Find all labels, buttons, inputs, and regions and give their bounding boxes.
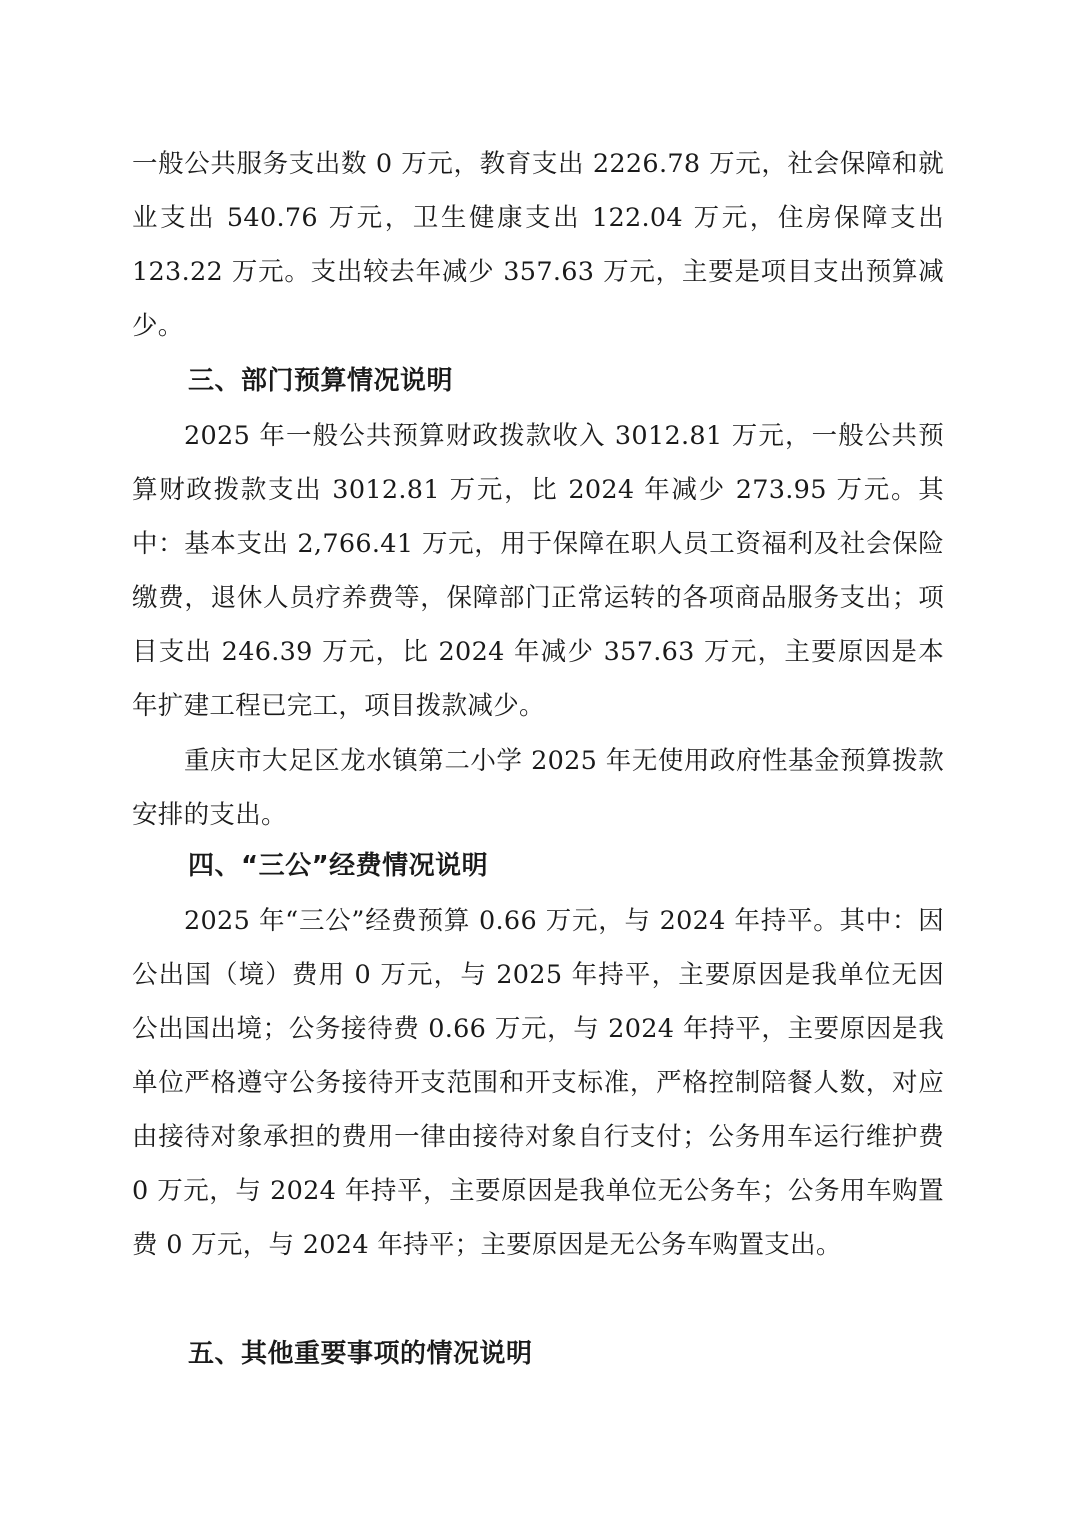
paragraph-government-fund: 重庆市大足区龙水镇第二小学 2025 年无使用政府性基金预算拨款安排的支出。 bbox=[132, 746, 944, 830]
paragraph-general-budget: 2025 年一般公共预算财政拨款收入 3012.81 万元，一般公共预算财政拨款支出 3012.81 万元，比 2024 年减少 273.95 万元。其中：基本支出 2,766.41 万元，用于保障在职人员工资福利及社会保险缴费，退休人员疗养费等，保障部门正常运转的各项商品服务支出；项目支出 246.39 万元，比 2024 年减少 357.63 万元，主要原因是本年扩建工程已完工，项目拨款减少。 bbox=[132, 421, 944, 721]
heading-other-matters: 五、其他重要事项的情况说明 bbox=[188, 1339, 533, 1369]
paragraph-three-public-expenses: 2025 年“三公”经费预算 0.66 万元，与 2024 年持平。其中：因公出国（境）费用 0 万元，与 2025 年持平，主要原因是我单位无因公出国出境；公务接待费 0.66 万元，与 2024 年持平，主要原因是我单位严格遵守公务接待开支范围和开支标准，严格控制陪餐人数，对应由接待对象承担的费用一律由接待对象自行支付；公务用车运行维护费 0 万元，与 2024 年持平，主要原因是我单位无公务车；公务用车购置费 0 万元，与 2024 年持平；主要原因是无公务车购置支出。 bbox=[132, 906, 944, 1260]
heading-department-budget: 三、部门预算情况说明 bbox=[188, 366, 454, 396]
paragraph-expenditure-summary: 一般公共服务支出数 0 万元，教育支出 2226.78 万元，社会保障和就业支出 540.76 万元，卫生健康支出 122.04 万元，住房保障支出 123.22 万元。支出较去年减少 357.63 万元，主要是项目支出预算减少。 bbox=[132, 149, 944, 341]
heading-three-public-expenses: 四、“三公”经费情况说明 bbox=[188, 851, 489, 881]
